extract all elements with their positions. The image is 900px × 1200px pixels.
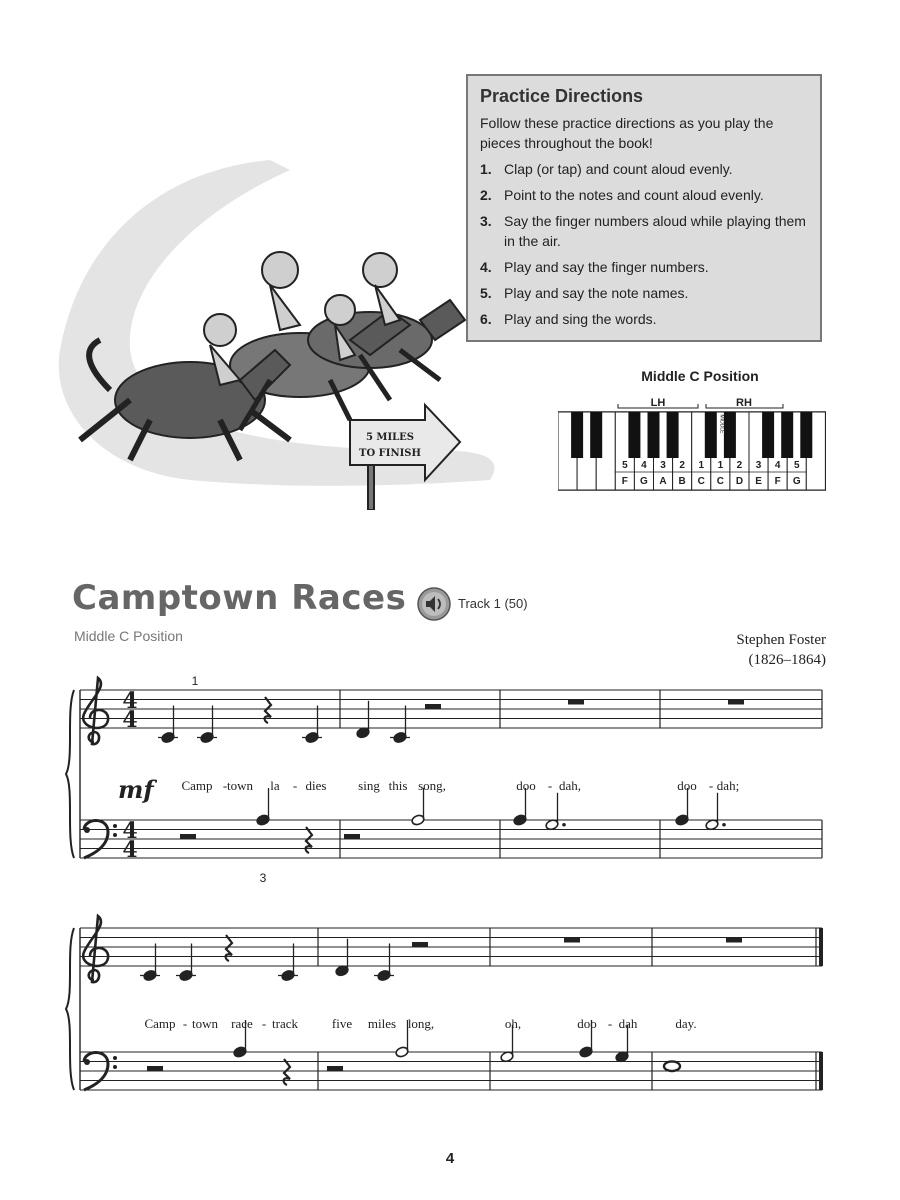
note-name: C	[716, 476, 724, 487]
time-signature-bottom: 4	[122, 707, 138, 733]
lyric-syllable: miles	[367, 1016, 397, 1031]
horse-race-illustration	[40, 150, 510, 510]
black-key	[667, 412, 679, 458]
note-name: G	[640, 476, 648, 487]
finger-number: 2	[736, 460, 743, 471]
half-rest	[412, 942, 428, 947]
sign-line2: TO FINISH	[359, 448, 421, 459]
finger-number: 1	[191, 674, 199, 688]
whole-note	[664, 1061, 680, 1071]
music-score	[60, 660, 840, 1110]
black-key	[628, 412, 640, 458]
lyric-syllable: -	[292, 778, 298, 793]
treble-clef	[83, 916, 108, 982]
lyric-syllable: dah	[618, 1016, 638, 1031]
lyric-syllable: five	[331, 1016, 353, 1031]
sign-line1: 5 MILES	[365, 432, 415, 443]
augmentation-dot	[562, 823, 566, 827]
lyric-syllable: doo	[677, 778, 697, 793]
practice-item: 1. Clap (or tap) and count aloud evenly.	[480, 161, 733, 177]
piece-title: Camptown Races	[72, 578, 407, 618]
middle-label: MIDDLE	[718, 414, 725, 434]
finger-number: 4	[641, 460, 647, 471]
lyric-syllable: town	[227, 778, 253, 793]
finger-number: 3	[660, 460, 666, 471]
note-name: B	[678, 476, 686, 487]
black-key	[705, 412, 717, 458]
practice-item: 6. Play and sing the words.	[480, 311, 657, 327]
half-rest	[425, 704, 441, 709]
lyric-syllable: Camp	[181, 778, 213, 793]
lyric-syllable: this	[388, 778, 408, 793]
composer-name: Stephen Foster	[736, 632, 826, 648]
practice-item: 2. Point to the notes and count aloud evenly.	[480, 187, 764, 203]
lyric-syllable: race	[231, 1016, 253, 1031]
bass-clef-dot	[113, 824, 117, 828]
black-key	[800, 412, 812, 458]
half-rest	[180, 834, 196, 839]
lyric-syllable: -	[182, 1016, 188, 1031]
lyric-syllable: song,	[418, 778, 446, 793]
quarter-rest	[226, 935, 232, 961]
final-barline-thick	[819, 928, 823, 966]
lyric-syllable: doo	[516, 778, 536, 793]
time-signature-top: 4	[122, 688, 138, 714]
practice-list	[480, 159, 808, 329]
keyboard-diagram	[558, 394, 826, 494]
time-signature-bottom: 4	[122, 837, 138, 863]
page-number: 4	[445, 1150, 455, 1167]
lyric-syllable: sing	[358, 778, 380, 793]
note-name: G	[792, 476, 801, 487]
lyric-syllable: dies	[305, 778, 327, 793]
lyric-syllable: -	[708, 778, 714, 793]
half-rest	[344, 834, 360, 839]
lyric-syllable: town	[192, 1016, 218, 1031]
bass-clef-dot	[113, 833, 117, 837]
black-key	[781, 412, 793, 458]
composer-years: (1826–1864)	[748, 652, 826, 668]
lyric-syllable: oh,	[504, 1016, 522, 1031]
note-name: C	[697, 476, 705, 487]
finger-number: 2	[679, 460, 685, 471]
quarter-rest	[306, 827, 312, 853]
track-label: Track 1 (50)	[458, 596, 528, 611]
half-rest	[147, 1066, 163, 1071]
measure-number: 3	[259, 871, 267, 885]
quarter-rest	[284, 1059, 290, 1085]
lyric-syllable: dah,	[558, 778, 582, 793]
black-key	[648, 412, 660, 458]
lh-label: LH	[650, 397, 666, 409]
practice-item: 3. Say the finger numbers aloud while playing them in the air.	[480, 213, 806, 249]
finger-number: 1	[717, 460, 724, 471]
black-key	[590, 412, 602, 458]
bass-clef-dot	[84, 1059, 90, 1065]
time-signature-top: 4	[122, 818, 138, 844]
black-key	[762, 412, 774, 458]
lyric-syllable: Camp	[144, 1016, 176, 1031]
final-barline-thick	[819, 1052, 823, 1090]
lyric-syllable: -	[607, 1016, 613, 1031]
lyric-syllable: -	[261, 1016, 267, 1031]
finger-number: 5	[622, 460, 628, 471]
rh-label: RH	[736, 397, 752, 409]
grand-staff-brace	[66, 928, 74, 1090]
lyric-syllable: la	[270, 778, 280, 793]
note-name: A	[659, 476, 667, 487]
finger-number: 4	[774, 460, 781, 471]
bass-clef-dot	[113, 1056, 117, 1060]
note-name: F	[621, 476, 628, 487]
lyric-syllable: doo	[577, 1016, 597, 1031]
note-name: F	[774, 476, 781, 487]
quarter-rest	[265, 697, 271, 723]
whole-rest	[568, 700, 584, 705]
lyric-syllable: -	[222, 778, 228, 793]
half-rest	[327, 1066, 343, 1071]
practice-intro: Follow these practice directions as you play the pieces throughout the book!	[480, 115, 774, 151]
position-label: Middle C Position	[74, 628, 183, 644]
finger-number: 3	[755, 460, 762, 471]
practice-item: 5. Play and say the note names.	[480, 285, 689, 301]
bass-clef-dot	[113, 1065, 117, 1069]
lyric-syllable: day.	[675, 1016, 697, 1031]
whole-rest	[564, 938, 580, 943]
dynamic-marking: mf	[118, 775, 154, 804]
treble-clef	[83, 678, 108, 744]
note-name: D	[735, 476, 744, 487]
practice-directions-box	[466, 74, 822, 342]
lyric-syllable: -	[547, 778, 553, 793]
lyric-syllable: long,	[407, 1016, 435, 1031]
keyboard-title: Middle C Position	[641, 368, 759, 384]
practice-title: Practice Directions	[480, 86, 644, 106]
whole-rest	[728, 700, 744, 705]
finger-number: 5	[793, 460, 800, 471]
speaker-icon[interactable]	[416, 586, 452, 622]
practice-item: 4. Play and say the finger numbers.	[480, 259, 709, 275]
whole-rest	[726, 938, 742, 943]
augmentation-dot	[722, 823, 726, 827]
lyric-syllable: dah;	[716, 778, 740, 793]
black-key	[724, 412, 736, 458]
grand-staff-brace	[66, 690, 74, 858]
bass-clef-dot	[84, 827, 90, 833]
finger-number: 1	[698, 460, 705, 471]
black-key	[571, 412, 583, 458]
lyric-syllable: track	[272, 1016, 298, 1031]
note-name: E	[755, 476, 762, 487]
